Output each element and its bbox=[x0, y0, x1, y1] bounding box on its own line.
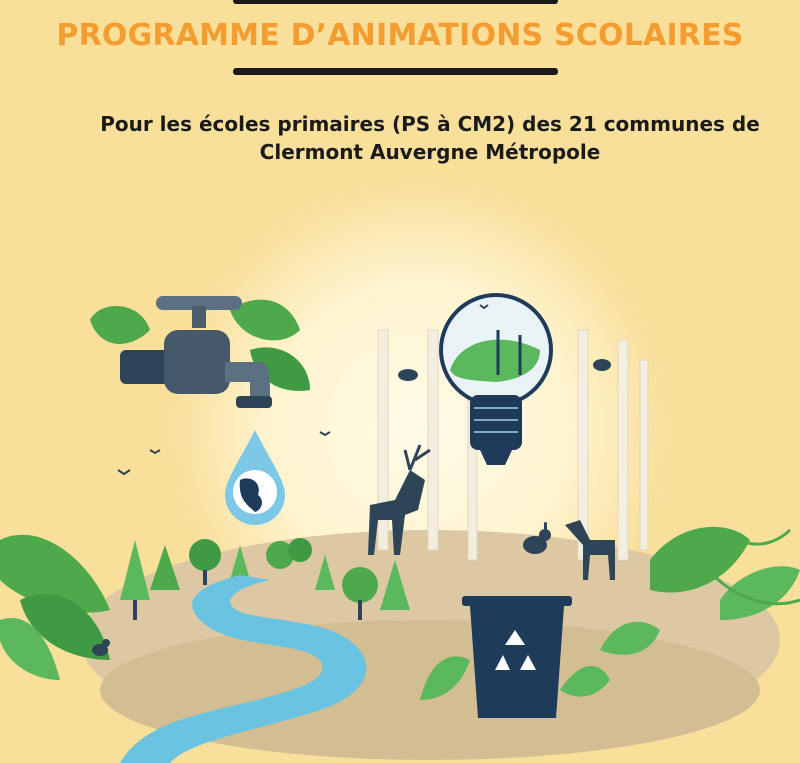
subtitle-line-1: Pour les écoles primaires (PS à CM2) des 21 communes de bbox=[100, 112, 760, 136]
leaf-cluster-left-icon bbox=[0, 535, 110, 680]
recycling-bin-icon bbox=[462, 596, 572, 718]
subtitle-line-2: Clermont Auvergne Métropole bbox=[259, 140, 601, 164]
page-title: PROGRAMME D’ANIMATIONS SCOLAIRES bbox=[56, 18, 744, 53]
